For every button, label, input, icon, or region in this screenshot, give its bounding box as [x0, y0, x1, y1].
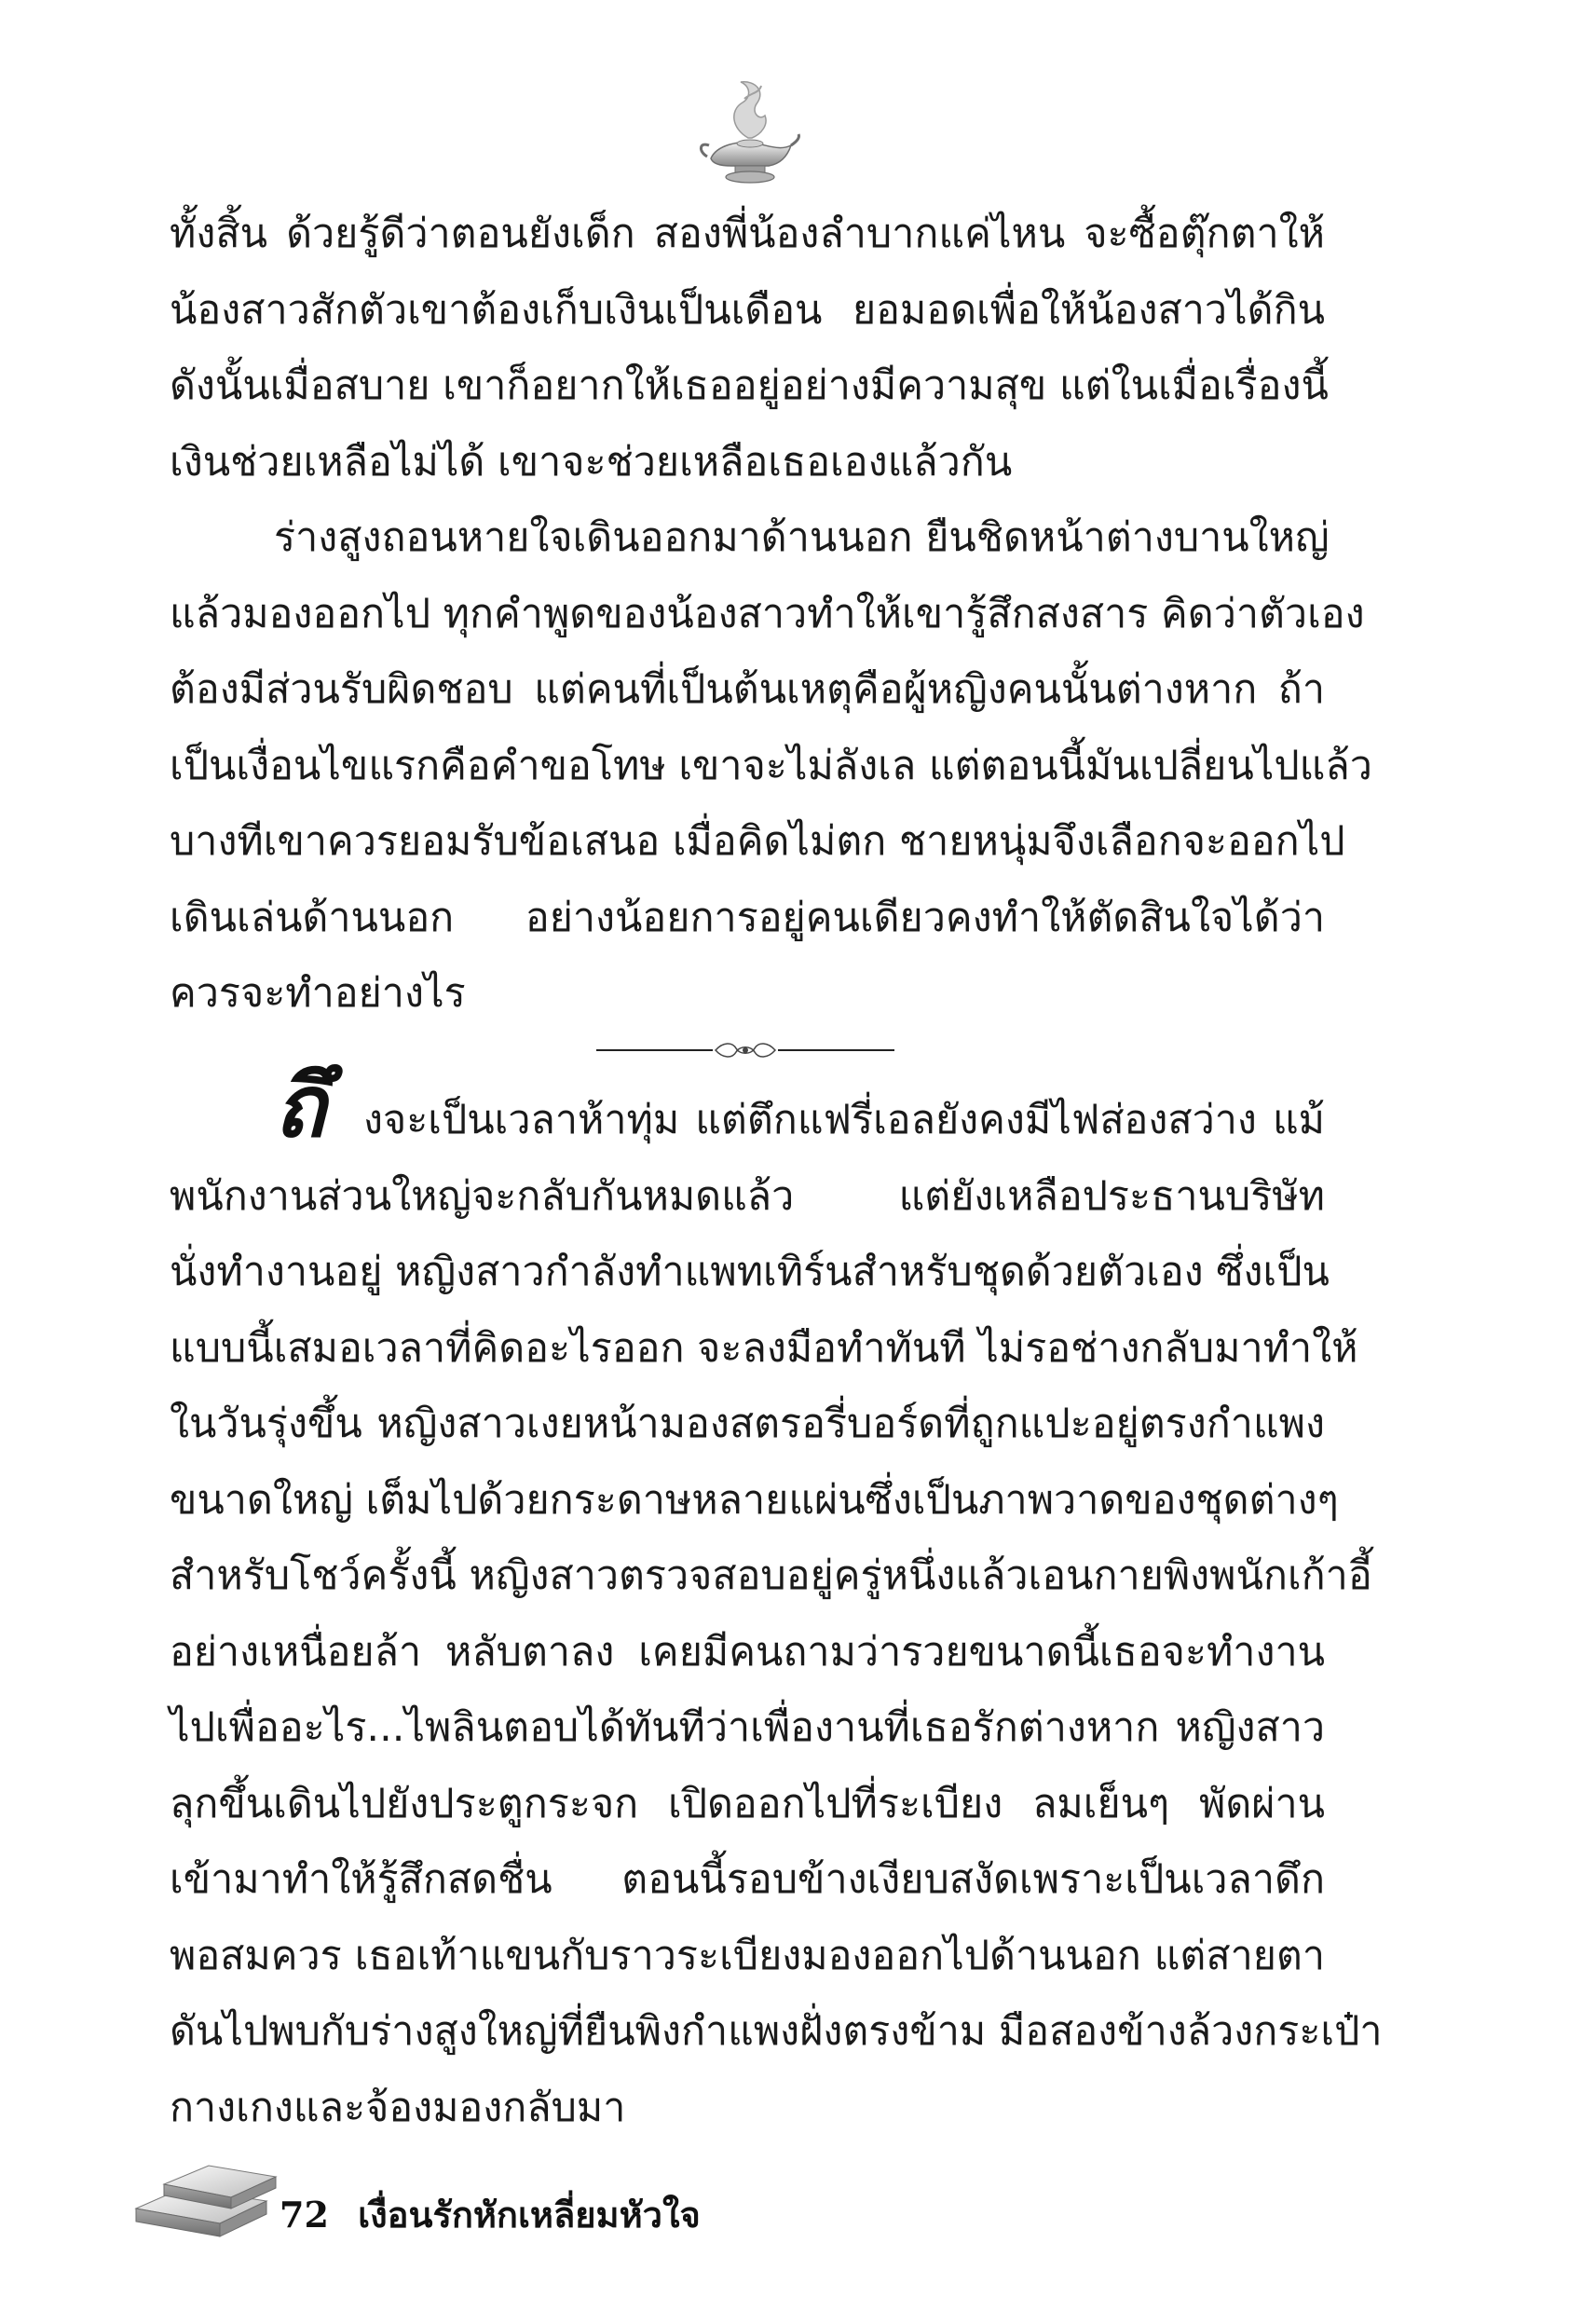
body-line: แล้วมองออกไป ทุกคำพูดของน้องสาวทำให้เขารู้สึกสงสาร คิดว่าตัวเอง	[170, 590, 1365, 637]
text-block-bottom	[170, 1056, 1383, 2146]
body-line: ทั้งสิ้น ด้วยรู้ดีว่าตอนยังเด็ก สองพี่น้องลำบากแค่ไหน จะซื้อตุ๊กตาให้	[170, 211, 1325, 257]
body-line: บางทีเขาควรยอมรับข้อเสนอ เมื่อคิดไม่ตก ชายหนุ่มจึงเลือกจะออกไป	[170, 818, 1345, 865]
body-line: อย่างเหนื่อยล้า หลับตาลง เคยมีคนถามว่ารวยขนาดนี้เธอจะทำงาน	[170, 1628, 1325, 1675]
body-line: ไปเพื่ออะไร...ไพลินตอบได้ทันทีว่าเพื่องานที่เธอรักต่างหาก หญิงสาว	[170, 1704, 1325, 1751]
body-line: น้องสาวสักตัวเขาต้องเก็บเงินเป็นเดือน ยอมอดเพื่อให้น้องสาวได้กิน	[170, 286, 1325, 334]
body-line: เข้ามาทำให้รู้สึกสดชื่น ตอนนี้รอบข้างเงียบสงัดเพราะเป็นเวลาดึก	[170, 1856, 1325, 1903]
dropcap-line	[170, 1056, 1325, 1159]
body-line: เงินช่วยเหลือไม่ได้ เขาจะช่วยเหลือเธอเองแล้วกัน	[170, 438, 1013, 485]
page-number: 72	[280, 2194, 329, 2236]
body-line: เป็นเงื่อนไขแรกคือคำขอโทษ เขาจะไม่ลังเล แต่ตอนนี้มันเปลี่ยนไปแล้ว	[170, 742, 1372, 789]
ornament-divider-icon	[596, 1036, 894, 1064]
body-line: ร่างสูงถอนหายใจเดินออกมาด้านนอก ยืนชิดหน้าต่างบานใหญ่	[274, 514, 1330, 561]
body-line: งจะเป็นเวลาห้าทุ่ม แต่ตึกแฟรี่เอลยังคงมีไฟส่องสว่าง แม้	[363, 1097, 1325, 1143]
body-line: กางเกงและจ้องมองกลับมา	[170, 2084, 626, 2131]
body-line: ขนาดใหญ่ เต็มไปด้วยกระดาษหลายแผ่นซึ่งเป็นภาพวาดของชุดต่างๆ	[170, 1476, 1339, 1524]
text-block-top	[170, 197, 1372, 1032]
drop-cap: ถึ	[274, 1056, 326, 1156]
page-footer	[280, 2192, 701, 2238]
genie-lamp-icon	[694, 73, 806, 194]
body-line: ดันไปพบกับร่างสูงใหญ่ที่ยืนพิงกำแพงฝั่งตรงข้าม มือสองข้างล้วงกระเป๋า	[170, 2008, 1383, 2055]
gold-bars-icon	[127, 2143, 285, 2246]
body-line: ลุกขึ้นเดินไปยังประตูกระจก เปิดออกไปที่ระเบียง ลมเย็นๆ พัดผ่าน	[170, 1780, 1325, 1827]
body-line: สำหรับโชว์ครั้งนี้ หญิงสาวตรวจสอบอยู่ครู่หนึ่งแล้วเอนกายพิงพนักเก้าอี้	[170, 1552, 1372, 1599]
body-line: ในวันรุ่งขึ้น หญิงสาวเงยหน้ามองสตรอรี่บอร์ดที่ถูกแปะอยู่ตรงกำแพง	[170, 1401, 1325, 1447]
book-title: เงื่อนรักหักเหลี่ยมหัวใจ	[358, 2194, 701, 2236]
body-line: แบบนี้เสมอเวลาที่คิดอะไรออก จะลงมือทำทันที ไม่รอช่างกลับมาทำให้	[170, 1324, 1358, 1372]
body-line: นั่งทำงานอยู่ หญิงสาวกำลังทำแพทเทิร์นสำหรับชุดด้วยตัวเอง ซึ่งเป็น	[170, 1249, 1330, 1295]
body-line: ดังนั้นเมื่อสบาย เขาก็อยากให้เธออยู่อย่างมีความสุข แต่ในเมื่อเรื่องนี้	[170, 362, 1329, 409]
body-line: เดินเล่นด้านนอก อย่างน้อยการอยู่คนเดียวคงทำให้ตัดสินใจได้ว่า	[170, 894, 1325, 941]
body-line: ควรจะทำอย่างไร	[170, 970, 466, 1017]
body-line: พอสมควร เธอเท้าแขนกับราวระเบียงมองออกไปด้านนอก แต่สายตา	[170, 1932, 1325, 1979]
body-line: พนักงานส่วนใหญ่จะกลับกันหมดแล้ว แต่ยังเหลือประธานบริษัท	[170, 1172, 1325, 1220]
body-line: ต้องมีส่วนรับผิดชอบ แต่คนที่เป็นต้นเหตุคือผู้หญิงคนนั้นต่างหาก ถ้า	[170, 666, 1325, 713]
